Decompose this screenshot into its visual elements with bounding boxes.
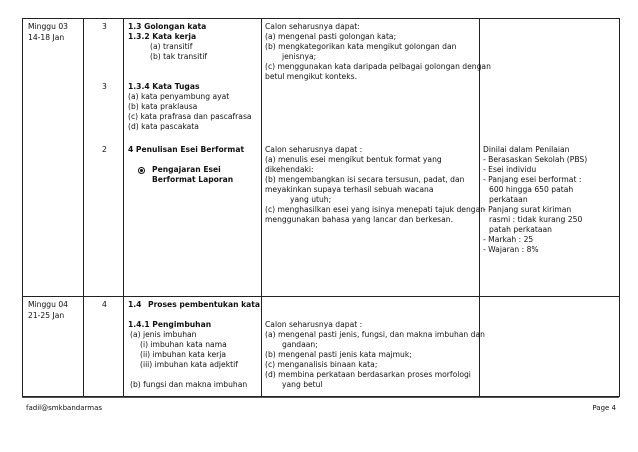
topic-number: 2 [102, 145, 107, 154]
footer-author: fadil@smkbandarmas [26, 404, 103, 412]
number-cell [84, 19, 124, 297]
topic-cell [124, 19, 262, 297]
topic-number: 4 [102, 300, 107, 309]
week-label: Minggu 03 [28, 22, 69, 31]
outcome-line: jenisnya; [282, 52, 317, 61]
outcome-line: dikehendaki: [265, 165, 314, 174]
notes-cell [480, 297, 620, 397]
topic-line: (a) transitif [150, 42, 193, 51]
topic-line: (iii) imbuhan kata adjektif [140, 360, 238, 369]
outcome-line: (b) mengenal pasti jenis kata majmuk; [265, 350, 412, 359]
week-cell [23, 297, 84, 397]
number-cell [84, 297, 124, 397]
outcome-line: Calon seharusnya dapat : [265, 320, 363, 329]
lesson-plan-table [22, 18, 620, 397]
outcome-line: (a) mengenal pasti jenis, fungsi, dan makna imbuhan dan [265, 330, 485, 339]
notes-cell [480, 19, 620, 297]
outcome-line: (c) menghasilkan esei yang isinya menepati tajuk dengan [265, 205, 486, 214]
topic-line: (a) jenis imbuhan [130, 330, 197, 339]
week-label: Minggu 04 [28, 300, 69, 309]
note-line: - Panjang surat kiriman [483, 205, 572, 214]
outcome-line: gandaan; [282, 340, 318, 349]
outcome-line: menggunakan bahasa yang lancar dan berkesan. [265, 215, 453, 224]
subtopic-heading: 1.4.1 Pengimbuhan [128, 320, 212, 329]
note-line: - Markah : 25 [483, 235, 534, 244]
topic-heading: 4 Penulisan Esei Berformat [128, 145, 245, 154]
topic-code: 1.4 [128, 300, 142, 309]
outcome-line: (b) mengembangkan isi secara tersusun, padat, dan [265, 175, 465, 184]
outcome-line: betul mengikut konteks. [265, 72, 357, 81]
outcome-line: (b) mengkategorikan kata mengikut golongan dan [265, 42, 457, 51]
topic-line: (b) kata praklausa [128, 102, 198, 111]
topic-heading: Proses pembentukan kata [148, 300, 261, 309]
outcome-line: (a) menulis esei mengikut bentuk format yang [265, 155, 442, 164]
topic-line: (a) kata penyambung ayat [128, 92, 230, 101]
topic-cell [124, 297, 262, 397]
outcome-line: meyakinkan supaya terhasil sebuah wacana [265, 185, 434, 194]
footer-divider [22, 397, 619, 398]
note-line: - Berasaskan Sekolah (PBS) [483, 155, 588, 164]
outcome-line: (d) membina perkataan berdasarkan proses morfologi [265, 370, 471, 379]
note-line: - Panjang esei berformat : [483, 175, 582, 184]
topic-line: (d) kata pascakata [128, 122, 199, 131]
table-row [23, 297, 620, 397]
topic-heading: 1.3 Golongan kata [128, 22, 207, 31]
outcome-line: (a) mengenal pasti golongan kata; [265, 32, 397, 41]
topic-line: (b) fungsi dan makna imbuhan [130, 380, 248, 389]
topic-number: 3 [102, 22, 107, 31]
outcome-line: Calon seharusnya dapat: [265, 22, 360, 31]
week-cell [23, 19, 84, 297]
topic-line: (c) kata prafrasa dan pascafrasa [128, 112, 252, 121]
note-line: Dinilai dalam Penilaian [483, 145, 570, 154]
outcome-cell [262, 297, 485, 397]
outcome-line: yang betul [282, 380, 323, 389]
page-number: Page 4 [592, 404, 616, 412]
week-dates: 21-25 Jan [28, 311, 65, 320]
topic-number: 3 [102, 82, 107, 91]
note-line: perkataan [489, 195, 528, 204]
week-dates: 14-18 Jan [28, 33, 65, 42]
outcome-line: yang utuh; [290, 195, 332, 204]
topic-line: (i) imbuhan kata nama [140, 340, 227, 349]
table-row [23, 19, 620, 297]
topic-line: (ii) imbuhan kata kerja [140, 350, 227, 359]
topic-line: Berformat Laporan [152, 175, 234, 184]
note-line: - Esei individu [483, 165, 537, 174]
topic-line: (b) tak transitif [150, 52, 207, 61]
topic-line: Pengajaran Esei [152, 165, 221, 174]
outcome-line: (c) menggunakan kata daripada pelbagai golongan dengan [265, 62, 491, 71]
note-line: - Wajaran : 8% [483, 245, 539, 254]
subtopic-heading: 1.3.4 Kata Tugas [128, 82, 200, 91]
outcome-line: (c) menganalisis binaan kata; [265, 360, 378, 369]
outcome-line: Calon seharusnya dapat : [265, 145, 363, 154]
note-line: rasmi : tidak kurang 250 [489, 215, 583, 224]
note-line: patah perkataan [489, 225, 552, 234]
target-bullet-icon [138, 165, 145, 175]
note-line: 600 hingga 650 patah [489, 185, 574, 194]
subtopic-heading: 1.3.2 Kata kerja [128, 32, 197, 41]
outcome-cell [262, 19, 491, 297]
